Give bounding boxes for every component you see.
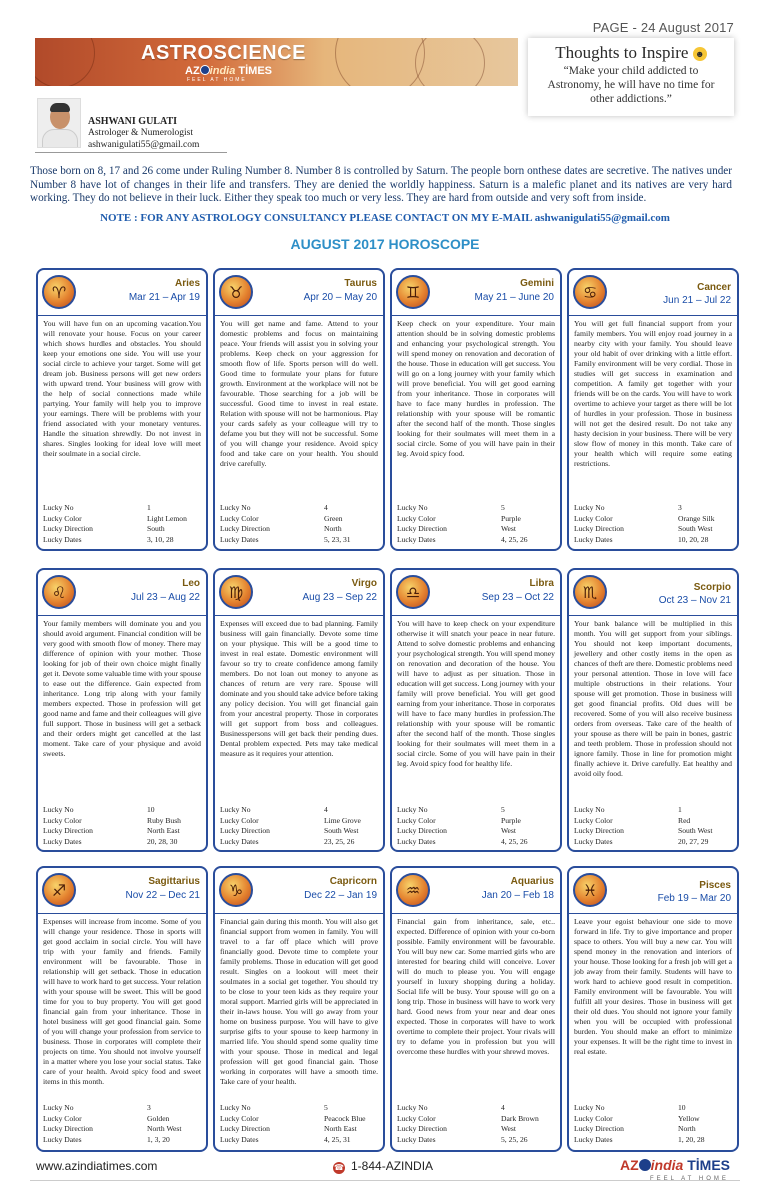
lucky-no-value: 5 [501,805,505,814]
sign-name: Scorpio [693,582,731,593]
lucky-color-value: Light Lemon [147,513,187,523]
footer-logo: AZ india TİMES [620,1157,731,1173]
lucky-dates-label: Lucky Dates [220,1134,259,1144]
phone-icon: ☎ [334,1163,344,1172]
horoscope-card-cancer [567,268,739,551]
crab-icon: ♋ [573,275,607,309]
lucky-color-value: Lime Grove [324,815,361,825]
lucky-direction-value: West [501,524,516,534]
sign-name: Libra [529,578,554,589]
lucky-no-label: Lucky No [220,1103,251,1112]
lucky-dates-row [397,535,556,546]
lucky-dates-label: Lucky Dates [397,1134,436,1144]
sign-name: Aries [174,278,200,289]
lucky-dates-value: 5, 25, 26 [501,1134,528,1144]
lucky-no-value: 4 [324,503,328,512]
lucky-dates-value: 23, 25, 26 [324,836,355,846]
lucky-direction-row [574,524,733,535]
author-name: ASHWANI GULATI [88,116,177,127]
author-email[interactable]: ashwanigulati55@gmail.com [88,140,200,150]
lucky-color-label: Lucky Color [43,815,82,825]
lucky-details [397,503,556,545]
horoscope-text: Your family members will dominate you and you should avoid argument. Financial condition will be very good with smooth flow of money. There may difference of opinion with your mother. Those looking for job of their own choice might finally get it. Devote some valuable time with your spouse to ease out the difference. Gain expected from inheritance. Long trip along with your family members expected. Those in profession will get good name and fame and their colleagues will give full support. Those in business will get a setback and their orders might get cancelled at the last moment. Take care of your physique and avoid sweets. [43,619,201,758]
lucky-no-row [220,1103,379,1114]
card-header [215,270,383,316]
footer-tagline: FEEL AT HOME [650,1176,729,1182]
lucky-no-row [574,503,733,514]
lucky-direction-row [397,826,556,837]
lucky-color-value: Purple [501,815,521,825]
card-divider [215,615,383,616]
lucky-direction-label: Lucky Direction [397,826,447,836]
archer-icon: ♐ [42,873,76,907]
card-header [215,868,383,914]
lucky-dates-label: Lucky Dates [43,836,82,846]
sign-dates: Aug 23 – Sep 22 [302,592,377,603]
lucky-direction-value: South West [324,826,359,836]
lucky-dates-row [220,837,379,848]
lucky-no-row [43,503,202,514]
banner-tagline: FEEL AT HOME [187,77,247,83]
sign-dates: Sep 23 – Oct 22 [481,592,554,603]
lucky-dates-row [43,535,202,546]
lucky-no-value: 4 [324,805,328,814]
lucky-no-value: 5 [324,1103,328,1112]
lucky-dates-row [43,1135,202,1146]
lucky-color-label: Lucky Color [43,1113,82,1123]
lucky-dates-label: Lucky Dates [574,836,613,846]
sign-name: Virgo [351,578,377,589]
card-divider [38,615,206,616]
lucky-no-label: Lucky No [220,805,251,814]
lucky-direction-value: South West [678,524,713,534]
bull-icon: ♉ [219,275,253,309]
lucky-color-label: Lucky Color [220,815,259,825]
horoscope-card-virgo [213,568,385,852]
intro-paragraph: Those born on 8, 17 and 26 come under Ruling Number 8. Number 8 is controlled by Saturn. The people born onthese dates are secretive. The natives under Number 8 have lot of changes in their life and transfers. They are denied the worldly happiness. Saturn is a malefic planet and its natives are very hard working. They do not believe in their luck. Either they speak too much or very less. They are hard from outside and very soft from inside. [30,165,732,205]
footer-divider [30,1180,740,1181]
lucky-color-row [397,1114,556,1125]
lucky-dates-label: Lucky Dates [397,836,436,846]
horoscope-text: Your bank balance will be multiplied in this month. You will get support from your siblings. You should not keep important documents, jewellery and other costly items in the open as chances of theft are there. Domestic problems need your personal attention. Those in love will face multiple obstructions in their relations. Your spouse will get promotion. Those in business will get good financial profits. Old dues will be recovered. Some of you will also receive business orders from overseas. Take care of the health of your spouse as there will be pain in bones, gastric and teeth problem. Those in profession should not ignore family. Those in line for promotion might finally achieve it. Drive carefully. Eat healthy and avoid oily food. [574,619,732,778]
horoscope-text: Expenses will increase from income. Some of you will change your residence. Those in sports will get good acclaim in social circle. You will have trip with your family and friends. Family environment will be favourable. Those in relationship will get setback. Those in education will have to work hard to get success. Your relation with your spouse will be sweet. This will be good time for you to buy property. You will get good financial gain from your inheritance. Those in hotel business will get good financial gain. Some of you will change your profession from service to business. Those in corporates will complete their projects on time. You should not involve yourself in a matter where you lose your social status. Take care of your health. Avoid spicy food and sweet items in this month. [43,917,201,1086]
lucky-no-row [397,805,556,816]
lucky-dates-label: Lucky Dates [220,534,259,544]
maiden-icon: ♍ [219,575,253,609]
lucky-dates-label: Lucky Dates [43,1134,82,1144]
sign-name: Capricorn [329,876,377,887]
lucky-color-row [43,816,202,827]
lucky-color-row [397,514,556,525]
card-header [38,570,206,616]
author-role: Astrologer & Numerologist [88,128,194,138]
card-header [38,868,206,914]
lucky-dates-row [397,1135,556,1146]
lucky-direction-row [43,524,202,535]
water-bearer-icon: ♒ [396,873,430,907]
lucky-color-value: Ruby Bush [147,815,181,825]
sign-name: Cancer [697,282,731,293]
lucky-color-value: Dark Brown [501,1113,539,1123]
horoscope-card-aries [36,268,208,551]
lucky-no-value: 10 [147,805,155,814]
card-divider [569,913,737,914]
sign-name: Leo [182,578,200,589]
lucky-color-value: Yellow [678,1113,700,1123]
lucky-dates-value: 1, 20, 28 [678,1134,705,1144]
lucky-direction-label: Lucky Direction [43,1124,93,1134]
lucky-direction-value: South [147,524,165,534]
card-header [392,868,560,914]
lucky-color-value: Golden [147,1113,170,1123]
sign-name: Sagittarius [148,876,200,887]
lucky-details [43,503,202,545]
lucky-color-value: Purple [501,513,521,523]
globe-icon [200,65,210,75]
lucky-no-label: Lucky No [43,805,74,814]
horoscope-card-scorpio [567,568,739,852]
lucky-color-label: Lucky Color [220,513,259,523]
lucky-dates-value: 5, 23, 31 [324,534,351,544]
lucky-dates-value: 10, 20, 28 [678,534,709,544]
lucky-direction-label: Lucky Direction [574,1124,624,1134]
lucky-direction-label: Lucky Direction [397,1124,447,1134]
horoscope-text: You will get name and fame. Attend to your domestic problems and focus on maintaining peace. Your friends will assist you in solving your problems. Keep check on your aggression for smooth flow of life. Sports person will do well. Good time to formulate your plans for future growth. Environment at the workplace will not be favourable. Those searching for a job will be successful. Good time to invest in real estate. Relation with spouse will not be harmonious. Play your cards safely as your colleague will try to defame you but they will not be successful. Some of you will change your residence. Avoid spicy food and take care on your health. You should drive carefully. [220,319,378,468]
lion-icon: ♌ [42,575,76,609]
horoscope-card-aquarius [390,866,562,1152]
horoscope-text: Financial gain from inheritance, sale, etc.. expected. Difference of opinion with your co-born possible. Family environment will be favourable. You will buy new car. Some married girls who are interested for bearing child will conceive. Lover will do much to please you. You will engage yourself in luxury shopping during a holiday. Social life will be busy. Your spouse will go on a long trip. Those in business will have to work very hard. Good news from your near and dear ones expected. Those in corporates will have to work overtime to complete their project. Your rivals will try to defame you in profession but you will overcome these hurdles with your shrewd moves. [397,917,555,1056]
card-header [569,570,737,616]
thoughts-quote: “Make your child addicted to Astronomy, he will have no time for other addictions.” [547,65,715,105]
lucky-details [397,1103,556,1145]
lucky-direction-label: Lucky Direction [220,1124,270,1134]
lucky-direction-value: West [501,1124,516,1134]
horoscope-card-capricorn [213,866,385,1152]
lucky-direction-row [397,1124,556,1135]
lucky-dates-value: 3, 10, 28 [147,534,174,544]
lucky-color-value: Peacock Blue [324,1113,366,1123]
lucky-no-value: 1 [147,503,151,512]
lucky-dates-label: Lucky Dates [574,1134,613,1144]
sign-dates: Jun 21 – Jul 22 [663,295,731,306]
lucky-details [574,805,733,847]
lucky-dates-value: 4, 25, 26 [501,534,528,544]
lucky-direction-row [43,826,202,837]
lucky-color-row [43,1114,202,1125]
lucky-color-row [397,816,556,827]
section-title: AUGUST 2017 HOROSCOPE [290,236,480,252]
lucky-color-row [574,514,733,525]
card-divider [569,615,737,616]
lucky-color-label: Lucky Color [397,513,436,523]
lucky-direction-value: North [678,1124,696,1134]
author-photo [37,98,81,148]
lucky-no-row [43,1103,202,1114]
lucky-direction-value: North East [324,1124,357,1134]
lucky-no-row [397,503,556,514]
horoscope-text: You will have fun on an upcoming vacation.You will renovate your house. Focus on your career which shows hurdles and obstacles. You should keep your emotions one side. You will use your social circle to achieve your target. Some will get dream job. Business persons will get new orders with upward trend. Your business will grow with the help of social connections made while partying. Your family will help you to improve your earnings. There will be problems with your friend associated with your monetary ventures. Handle the situation shrewdly. Do not invest in shares. Singles looking for ideal love will meet their soulmate in a social circle. [43,319,201,458]
card-header [569,270,737,316]
lucky-no-value: 1 [678,805,682,814]
lucky-direction-value: South West [678,826,713,836]
lucky-direction-row [574,826,733,837]
thoughts-heading: Thoughts to Inspire ☻ [528,43,734,63]
lucky-no-label: Lucky No [397,1103,428,1112]
card-divider [392,615,560,616]
sign-name: Pisces [699,880,731,891]
horoscope-card-libra [390,568,562,852]
lucky-color-row [220,816,379,827]
astroscience-banner [35,38,518,86]
lucky-direction-row [220,826,379,837]
lucky-color-row [220,1114,379,1125]
lucky-dates-row [574,837,733,848]
lucky-color-row [43,514,202,525]
twins-icon: ♊ [396,275,430,309]
horoscope-card-gemini [390,268,562,551]
sign-dates: Oct 23 – Nov 21 [658,595,731,606]
lucky-no-value: 3 [147,1103,151,1112]
card-divider [215,315,383,316]
lucky-dates-row [220,535,379,546]
lucky-dates-row [43,837,202,848]
lucky-color-label: Lucky Color [397,815,436,825]
lucky-no-row [220,805,379,816]
lucky-no-label: Lucky No [397,805,428,814]
lucky-details [43,1103,202,1145]
lucky-no-label: Lucky No [220,503,251,512]
lucky-details [220,805,379,847]
lucky-no-label: Lucky No [397,503,428,512]
horoscope-card-pisces [567,866,739,1152]
lucky-no-label: Lucky No [574,805,605,814]
goat-icon: ♑ [219,873,253,907]
lucky-no-value: 10 [678,1103,686,1112]
lucky-direction-row [397,524,556,535]
card-divider [569,315,737,316]
sign-dates: Apr 20 – May 20 [303,292,377,303]
horoscope-card-sagittarius [36,866,208,1152]
banner-title: ASTROSCIENCE [141,42,306,64]
sign-dates: Mar 21 – Apr 19 [128,292,200,303]
lucky-dates-value: 4, 25, 31 [324,1134,351,1144]
lucky-direction-row [220,1124,379,1135]
sign-dates: Jan 20 – Feb 18 [481,890,554,901]
sign-dates: Nov 22 – Dec 21 [125,890,200,901]
lucky-no-value: 5 [501,503,505,512]
lucky-color-value: Red [678,815,691,825]
lucky-dates-label: Lucky Dates [43,534,82,544]
lucky-direction-label: Lucky Direction [220,826,270,836]
lucky-color-label: Lucky Color [574,513,613,523]
card-divider [38,315,206,316]
sign-dates: Dec 22 – Jan 19 [304,890,377,901]
horoscope-text: You will have to keep check on your expenditure otherwise it will snatch your peace in near future. Attend to solve domestic problems and enhancing your psychological strength. You will spend money on renovation and decoration of the house. You will have to adjust as per situation. Those in education will get success. Long journey with your family will prove beneficial. You will get good earning from your inheritance. Those in corporates will have to face many hurdles in profession.The relationship with your spouse will be romantic after the second half of the month. Those singles looking for their soulmates will meet them in a social circle. Some of you will have pain in their leg. Avoid spicy food for healthy life. [397,619,556,768]
lucky-details [43,805,202,847]
lucky-color-row [220,514,379,525]
lucky-direction-label: Lucky Direction [43,524,93,534]
lucky-dates-row [397,837,556,848]
scales-icon: ♎ [396,575,430,609]
lucky-details [574,1103,733,1145]
sign-dates: Jul 23 – Aug 22 [131,592,200,603]
lucky-no-value: 4 [501,1103,505,1112]
card-header [38,270,206,316]
horoscope-text: Leave your egoist behaviour one side to move forward in life. Try to give importance and proper space to others. You will buy a new car. You will spend money in the renovation and interiors of your house. Those looking for a fresh job will get a job away from their family. Students will have to work hard to achieve good result in competition. Family environment will be favourable. You will fulfill all your desires. Those in business will get their old dues. You should not ignore your family when you will be occupied with professional burden. You should make an effort to minimize your expenses. It will be the right time to invest in real estate. [574,917,732,1056]
footer-phone: ☎ 1-844-AZINDIA [334,1159,434,1173]
author-divider [35,152,227,153]
card-divider [215,913,383,914]
lucky-dates-row [574,1135,733,1146]
page-label: PAGE - 24 August 2017 [592,20,734,35]
thoughts-box [528,38,734,116]
lucky-details [574,503,733,545]
sign-name: Aquarius [510,876,554,887]
lucky-no-row [220,503,379,514]
lucky-dates-value: 4, 25, 26 [501,836,528,846]
fish-icon: ♓ [573,873,607,907]
smiley-icon: ☻ [693,47,707,61]
card-header [569,868,737,914]
card-divider [392,913,560,914]
lucky-no-row [574,1103,733,1114]
lucky-no-label: Lucky No [574,1103,605,1112]
lucky-no-row [574,805,733,816]
lucky-details [220,1103,379,1145]
lucky-color-row [574,816,733,827]
horoscope-card-taurus [213,268,385,551]
lucky-dates-row [574,535,733,546]
lucky-direction-value: West [501,826,516,836]
lucky-direction-label: Lucky Direction [397,524,447,534]
card-divider [392,315,560,316]
card-header [392,270,560,316]
lucky-no-row [397,1103,556,1114]
lucky-color-label: Lucky Color [43,513,82,523]
lucky-no-label: Lucky No [43,503,74,512]
contact-note: NOTE : FOR ANY ASTROLOGY CONSULTANCY PLEASE CONTACT ON MY E-MAIL ashwanigulati55@gmail.com [100,212,670,224]
lucky-color-label: Lucky Color [574,1113,613,1123]
lucky-direction-label: Lucky Direction [574,524,624,534]
horoscope-text: You will get full financial support from your family members. You will enjoy road journey in a nearby city with your family. You should leave your old habit of over drinking with a little effort. Family environment will be very cordial. Those in studies will get success in examination and competition. A family get together with your friends will be on the cards. You will have to work overtime to achieve your target as there will be lot of hurdles in your profession. Those in business will not get the desired result. Do not take any hasty decision in your business. There will be very slow flow of money in this month. Take care of your health which will require some eating restrictions. [574,319,732,468]
lucky-dates-label: Lucky Dates [574,534,613,544]
lucky-color-label: Lucky Color [574,815,613,825]
lucky-no-label: Lucky No [574,503,605,512]
globe-icon [639,1159,651,1171]
sign-name: Taurus [344,278,377,289]
lucky-dates-value: 20, 27, 29 [678,836,709,846]
lucky-details [397,805,556,847]
lucky-direction-row [43,1124,202,1135]
lucky-direction-label: Lucky Direction [220,524,270,534]
lucky-color-value: Green [324,513,343,523]
banner-logo: AZ india TİMES [185,65,273,77]
footer-url[interactable]: www.azindiatimes.com [36,1159,158,1173]
lucky-dates-label: Lucky Dates [220,836,259,846]
lucky-color-row [574,1114,733,1125]
lucky-dates-label: Lucky Dates [397,534,436,544]
lucky-color-label: Lucky Color [397,1113,436,1123]
lucky-color-label: Lucky Color [220,1113,259,1123]
ram-icon: ♈ [42,275,76,309]
sign-name: Gemini [520,278,554,289]
lucky-no-row [43,805,202,816]
lucky-dates-value: 1, 3, 20 [147,1134,170,1144]
card-divider [38,913,206,914]
sign-dates: Feb 19 – Mar 20 [657,893,731,904]
lucky-direction-row [574,1124,733,1135]
card-header [215,570,383,616]
lucky-no-value: 3 [678,503,682,512]
lucky-color-value: Orange Silk [678,513,715,523]
scorpion-icon: ♏ [573,575,607,609]
lucky-direction-row [220,524,379,535]
sign-dates: May 21 – June 20 [474,292,554,303]
horoscope-text: Expenses will exceed due to bad planning. Family business will gain financially. Devote some time on your physique. This will be a good time to invest in real estate. Domestic environment will favour so try to create confidence among family members. Do not loan out money to anyone as chances of return are very rare. Spouse will dominate and you should take advice before taking any policy decision. You will get financial gain from your ancestral property. Those in corporates will get support from boss and colleagues. Businesspersons will get back their pending dues. Dental problem expected. Pets may take medical measure as it requires your attention. [220,619,378,758]
lucky-direction-value: North [324,524,342,534]
card-header [392,570,560,616]
horoscope-card-leo [36,568,208,852]
lucky-direction-label: Lucky Direction [574,826,624,836]
lucky-direction-value: North West [147,1124,182,1134]
horoscope-text: Keep check on your expenditure. Your main attention should be in solving domestic problems and enhancing your psychological strength. You will spend money on renovation and decoration of the house. Those in education will get success. You will go on a long journey with your family which will prove beneficial. You will get good earning from your inheritance. Those in corporates will have to face many hurdles in profession. The relationship with your spouse will be romantic after the second half of the month. Those singles looking for their soulmates will meet them in a social circle. Some of you will have pain in their leg. Avoid spicy food. [397,319,555,458]
lucky-direction-value: North East [147,826,180,836]
lucky-direction-label: Lucky Direction [43,826,93,836]
lucky-dates-value: 20, 28, 30 [147,836,178,846]
horoscope-text: Financial gain during this month. You will also get financial support from women in family. You will travel to a far off place which will prove financially good. Devote time to complete your family problems. Those in education will get good result. Singles on a lookout will meet their soulmates in a social get together. You should try to be close to your teen kids as they require your moral support. Married girls will be appreciated in their in-laws house. You will go away from your home on business purpose. You will have to give surprise gifts to your spouse to keep harmony in married life. You should spend some quality time with your spouse. Those in medical and legal profession will get good financial gain. Those working in corporates will have a smooth time. Take care of your health. [220,917,378,1086]
lucky-no-label: Lucky No [43,1103,74,1112]
lucky-dates-row [220,1135,379,1146]
lucky-details [220,503,379,545]
